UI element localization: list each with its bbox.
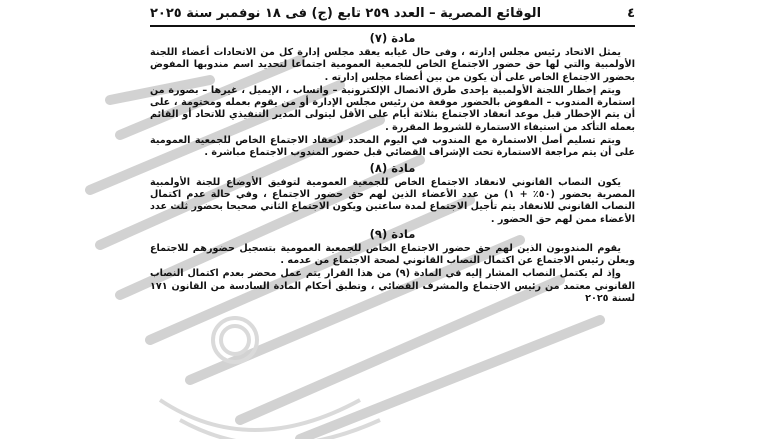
running-title: الوقائع المصرية – العدد ٢٥٩ تابع (ج) فى ١٨ نوفمبر سنة ٢٠٢٥ bbox=[150, 5, 542, 21]
article-title: مادة (٧) bbox=[369, 31, 416, 45]
paragraph: وإذ لم يكتمل النصاب المشار إليه في المادة (٩) من هذا القرار يتم عمل محضر بعدم اكتمال النصاب القانوني معتمد من رئيس الاجتماع والمشرف القضائي ، وتطبق أحكام المادة السادسة من القانون ١٧١ لسنة ٢٠٢٥ bbox=[150, 268, 635, 305]
paragraph: ويتم إخطار اللجنة الأولمبية بإحدى طرق الاتصال الإلكترونية – واتساب ، الإيميل ، غيرها – بصورة من استمارة المندوب – المفوض بالحضور موقعة من رئيس مجلس الإدارة أو من يقوم بعمله ومختومة ، على أن يتم الإخطار قبل موعد انعقاد الاجتماع بثلاثة أيام على الأقل ليتولى المدير التنفيذي للاتحاد أو القائم بعمله التأكد من استيفاء الاستمارة للشروط المقررة . bbox=[150, 84, 635, 133]
paragraph: يكون النصاب القانوني لانعقاد الاجتماع الخاص للجمعية العمومية لتوفيق الأوضاع للجنة الأولمبية المصرية بحضور (٥٠٪ + ١) من عدد الأعضاء الذين لهم حق حضور الاجتماع ، وفي حالة عدم اكتمال النصاب القانوني للانعقاد يتم تأجيل الاجتماع لمدة ساعتين ويكون الاجتماع الثاني صحيحا بحضور ثلث عدد الأعضاء ممن لهم حق الحضور . bbox=[150, 176, 635, 225]
paragraph: ويتم تسليم أصل الاستمارة مع المندوب في اليوم المحدد لانعقاد الاجتماع الخاص للجمعية العمومية على أن يتم مراجعة الاستمارة تحت الإشراف القضائي قبل حضور المندوب الاجتماع مباشرة . bbox=[150, 135, 635, 159]
header-rule bbox=[150, 25, 635, 27]
document-body bbox=[150, 30, 635, 306]
paragraph: يقوم المندوبون الذين لهم حق حضور الاجتماع الخاص للجمعية العمومية بتسجيل حضورهم للاجتماع ويعلن رئيس الاجتماع عن اكتمال النصاب القانوني لصحة الاجتماع من عدمه . bbox=[150, 242, 635, 267]
article-9 bbox=[150, 227, 635, 305]
article-title: مادة (٨) bbox=[369, 160, 416, 175]
article-7 bbox=[150, 31, 635, 160]
paragraph: يمثل الاتحاد رئيس مجلس إدارته ، وفى حال غيابه يعقد مجلس إدارة كل من الاتحادات أعضاء اللجنة الأولمبية والتي لها حق حضور الاجتماع الخاص للجمعية العمومية اجتماعا لتحديد اسم مندوبها المفوض بحضور الاجتماع الخاص على أن يكون من بين أعضاء مجلس إدارته . bbox=[150, 47, 635, 83]
article-title: مادة (٩) bbox=[369, 226, 416, 241]
article-8 bbox=[150, 161, 635, 226]
page-header bbox=[150, 2, 635, 24]
page-number: ٤ bbox=[627, 5, 635, 21]
